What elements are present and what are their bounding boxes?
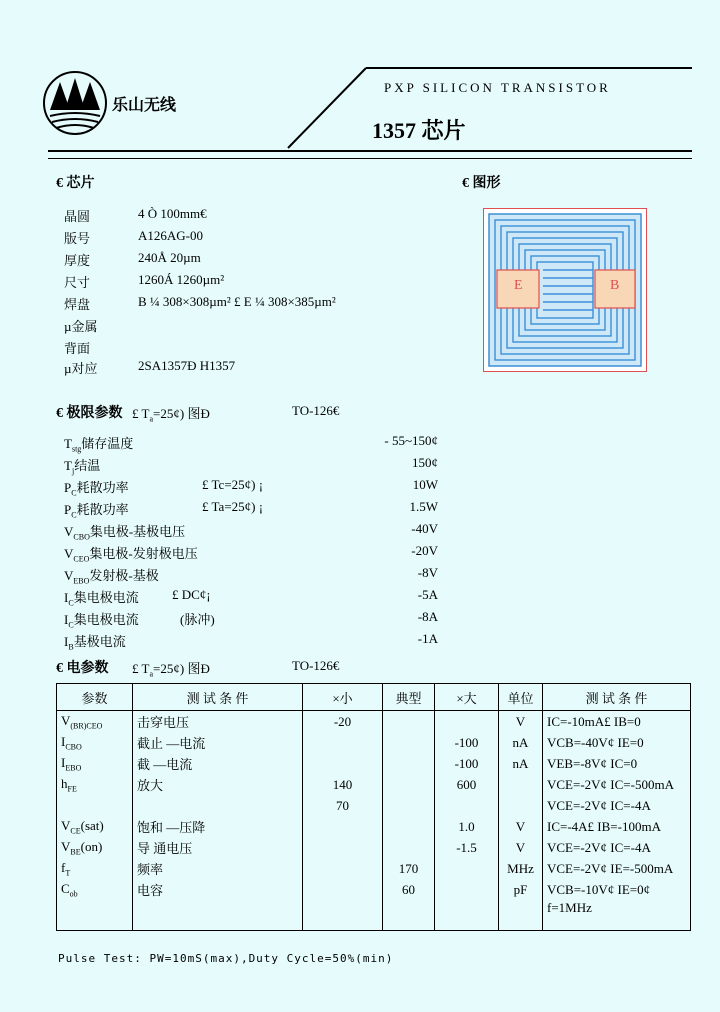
cell-symbol	[57, 795, 133, 816]
elec-char-table	[56, 683, 691, 931]
part-title: 1357 芯片	[372, 118, 466, 143]
table-row	[57, 879, 691, 900]
cell-max	[435, 879, 499, 900]
cell-min	[303, 858, 383, 879]
cell-name: 截止 —电流	[133, 732, 303, 753]
cell-max: -1.5	[435, 837, 499, 858]
header-unit: 单位	[499, 684, 543, 711]
cell-cond: VCE=-2V¢ IC=-4A	[543, 837, 691, 858]
abs-param-value: -8V	[417, 565, 438, 580]
chip-param-value: 2SA1357Ð H1357	[138, 358, 236, 373]
cell-typ	[383, 837, 435, 858]
cell-name: 频率	[133, 858, 303, 879]
header-max: ×大	[435, 684, 499, 711]
cell-unit: V	[499, 816, 543, 837]
table-row	[57, 732, 691, 753]
cell-typ	[383, 732, 435, 753]
cell-min	[303, 837, 383, 858]
chip-param-value: 1260Á 1260µm²	[138, 272, 225, 287]
cell-typ	[383, 900, 435, 931]
cell-cond: VCE=-2V¢ IC=-4A	[543, 795, 691, 816]
cell-name: 击穿电压	[133, 711, 303, 733]
cell-typ	[383, 753, 435, 774]
abs-param-value: 10W	[412, 477, 438, 492]
cell-symbol: $V_{CE}(sat)$	[57, 816, 133, 837]
cell-typ	[383, 774, 435, 795]
header-param: 参数	[57, 684, 133, 711]
abs-cond-extra: 图Ð	[187, 406, 210, 421]
header-test-cond: 测 试 条 件	[133, 684, 303, 711]
header-min: ×小	[303, 684, 383, 711]
cell-max: -100	[435, 732, 499, 753]
cell-symbol: $f_T$	[57, 858, 133, 879]
abs-param-symbol: $T_j$结温	[64, 458, 101, 476]
cell-name	[133, 795, 303, 816]
table-row	[57, 816, 691, 837]
company-logo	[42, 70, 108, 136]
cell-unit: V	[499, 837, 543, 858]
elec-cond-sub: a	[149, 669, 154, 679]
abs-param-value: 150¢	[412, 455, 438, 470]
chip-info-heading: € 芯片	[56, 176, 95, 191]
chip-layout-image	[483, 208, 647, 372]
cell-symbol: $V_{(BR)CEO}$	[57, 711, 133, 733]
abs-param-cond: £ DC¢¡	[172, 587, 211, 602]
header-rule-top	[48, 150, 692, 152]
chip-param-value: 4 Ò 100mm€	[138, 206, 207, 221]
cell-min	[303, 753, 383, 774]
abs-param-symbol: $I_C$集电极电流	[64, 612, 139, 630]
elec-heading: € 电参数	[56, 661, 109, 676]
cell-cond: VEB=-8V¢ IC=0	[543, 753, 691, 774]
abs-max-heading	[56, 402, 123, 422]
cell-typ	[383, 795, 435, 816]
cell-name: 饱和 —压降	[133, 816, 303, 837]
abs-param-symbol: $P_C$耗散功率	[64, 502, 129, 520]
abs-param-value: -8A	[417, 609, 438, 624]
table-header-row	[57, 684, 691, 711]
cell-cond: f=1MHz	[543, 900, 691, 931]
abs-param-value: -20V	[411, 543, 438, 558]
elec-package: TO-126€	[292, 658, 340, 673]
abs-cond-tail: =25¢)	[153, 406, 185, 421]
abs-max-title: € 极限参数	[56, 406, 123, 421]
cell-min: -20	[303, 711, 383, 733]
table-row	[57, 753, 691, 774]
table-row	[57, 795, 691, 816]
cell-symbol: $I_{CBO}$	[57, 732, 133, 753]
abs-param-symbol: $V_{EBO}$发射极-基极	[64, 568, 159, 586]
cell-unit: nA	[499, 753, 543, 774]
abs-param-symbol: $T_{stg}$储存温度	[64, 436, 134, 454]
cell-max: 1.0	[435, 816, 499, 837]
cell-name: 导 通电压	[133, 837, 303, 858]
abs-param-value: -1A	[417, 631, 438, 646]
cell-min	[303, 816, 383, 837]
abs-cond-sub: a	[149, 414, 154, 424]
chip-param-value: A126AG-00	[138, 228, 203, 243]
chip-param-label: µ对应	[64, 361, 98, 376]
cell-name	[133, 900, 303, 931]
chip-layout-heading: € 图形	[462, 176, 501, 191]
cell-symbol: $h_{FE}$	[57, 774, 133, 795]
abs-cond-t: £ T	[132, 406, 150, 421]
chip-param-label: 尺寸	[64, 275, 91, 290]
cell-unit	[499, 900, 543, 931]
cell-unit: V	[499, 711, 543, 733]
cell-max	[435, 858, 499, 879]
abs-param-symbol: $V_{CBO}$集电极-基极电压	[64, 524, 186, 542]
cell-max	[435, 795, 499, 816]
elec-condition	[132, 658, 210, 679]
cell-max	[435, 711, 499, 733]
cell-unit	[499, 774, 543, 795]
elec-cond-tail: =25¢)	[153, 661, 185, 676]
table-row	[57, 837, 691, 858]
abs-param-symbol: $I_B$基极电流	[64, 634, 126, 652]
cell-max: -100	[435, 753, 499, 774]
pad-label-e: E	[514, 278, 523, 293]
logo-text: 乐山无线	[112, 97, 177, 114]
footer-note: Pulse Test: PW=10mS(max),Duty Cycle=50%(min)	[58, 952, 394, 965]
abs-param-symbol: $P_C$耗散功率	[64, 480, 129, 498]
chip-param-label: 焊盘	[64, 297, 91, 312]
cell-cond: VCE=-2V¢ IE=-500mA	[543, 858, 691, 879]
cell-symbol: $I_{EBO}$	[57, 753, 133, 774]
cell-max: 600	[435, 774, 499, 795]
cell-typ: 170	[383, 858, 435, 879]
cell-min	[303, 879, 383, 900]
elec-cond-t: £ T	[132, 661, 150, 676]
cell-unit	[499, 795, 543, 816]
elec-cond-extra: 图Ð	[187, 661, 210, 676]
chip-param-label: 版号	[64, 231, 91, 246]
table-row	[57, 858, 691, 879]
cell-min: 140	[303, 774, 383, 795]
chip-param-value: B ¼ 308×308µm² £ E ¼ 308×385µm²	[138, 294, 336, 309]
cell-cond: IC=-10mA£ IB=0	[543, 711, 691, 733]
abs-param-cond: (脉冲)	[180, 612, 215, 627]
abs-param-value: - 55~150¢	[384, 433, 438, 448]
header-cond: 测 试 条 件	[543, 684, 691, 711]
cell-typ	[383, 816, 435, 837]
cell-unit: MHz	[499, 858, 543, 879]
cell-cond: VCE=-2V¢ IC=-500mA	[543, 774, 691, 795]
chip-param-label: 晶圆	[64, 209, 91, 224]
abs-max-condition	[132, 403, 210, 424]
cell-max	[435, 900, 499, 931]
cell-name: 放大	[133, 774, 303, 795]
cell-unit: pF	[499, 879, 543, 900]
header-rule-bottom	[48, 158, 692, 159]
cell-symbol: $C_{ob}$	[57, 879, 133, 900]
cell-cond: IC=-4A£ IB=-100mA	[543, 816, 691, 837]
abs-param-value: -40V	[411, 521, 438, 536]
cell-typ	[383, 711, 435, 733]
chip-param-label: 背面	[64, 341, 91, 356]
cell-min	[303, 732, 383, 753]
table-row	[57, 711, 691, 733]
cell-name: 截 —电流	[133, 753, 303, 774]
chip-param-label: µ金属	[64, 319, 98, 334]
abs-param-symbol: $I_C$集电极电流	[64, 590, 139, 608]
abs-param-cond: £ Ta=25¢) ¡	[202, 499, 264, 514]
pad-label-b: B	[610, 278, 620, 293]
device-type-title: PXP SILICON TRANSISTOR	[384, 80, 611, 95]
abs-param-value: 1.5W	[409, 499, 438, 514]
table-row	[57, 900, 691, 931]
abs-package: TO-126€	[292, 403, 340, 418]
chip-param-value: 240Å 20µm	[138, 250, 201, 265]
cell-typ: 60	[383, 879, 435, 900]
cell-unit: nA	[499, 732, 543, 753]
abs-param-cond: £ Tc=25¢) ¡	[202, 477, 264, 492]
abs-param-symbol: $V_{CEO}$集电极-发射极电压	[64, 546, 198, 564]
abs-param-value: -5A	[417, 587, 438, 602]
header-typ: 典型	[383, 684, 435, 711]
cell-cond: VCB=-10V¢ IE=0¢	[543, 879, 691, 900]
cell-min: 70	[303, 795, 383, 816]
cell-name: 电容	[133, 879, 303, 900]
cell-symbol: $V_{BE}(on)$	[57, 837, 133, 858]
table-row	[57, 774, 691, 795]
cell-symbol	[57, 900, 133, 931]
chip-param-label: 厚度	[64, 253, 91, 268]
cell-cond: VCB=-40V¢ IE=0	[543, 732, 691, 753]
cell-min	[303, 900, 383, 931]
